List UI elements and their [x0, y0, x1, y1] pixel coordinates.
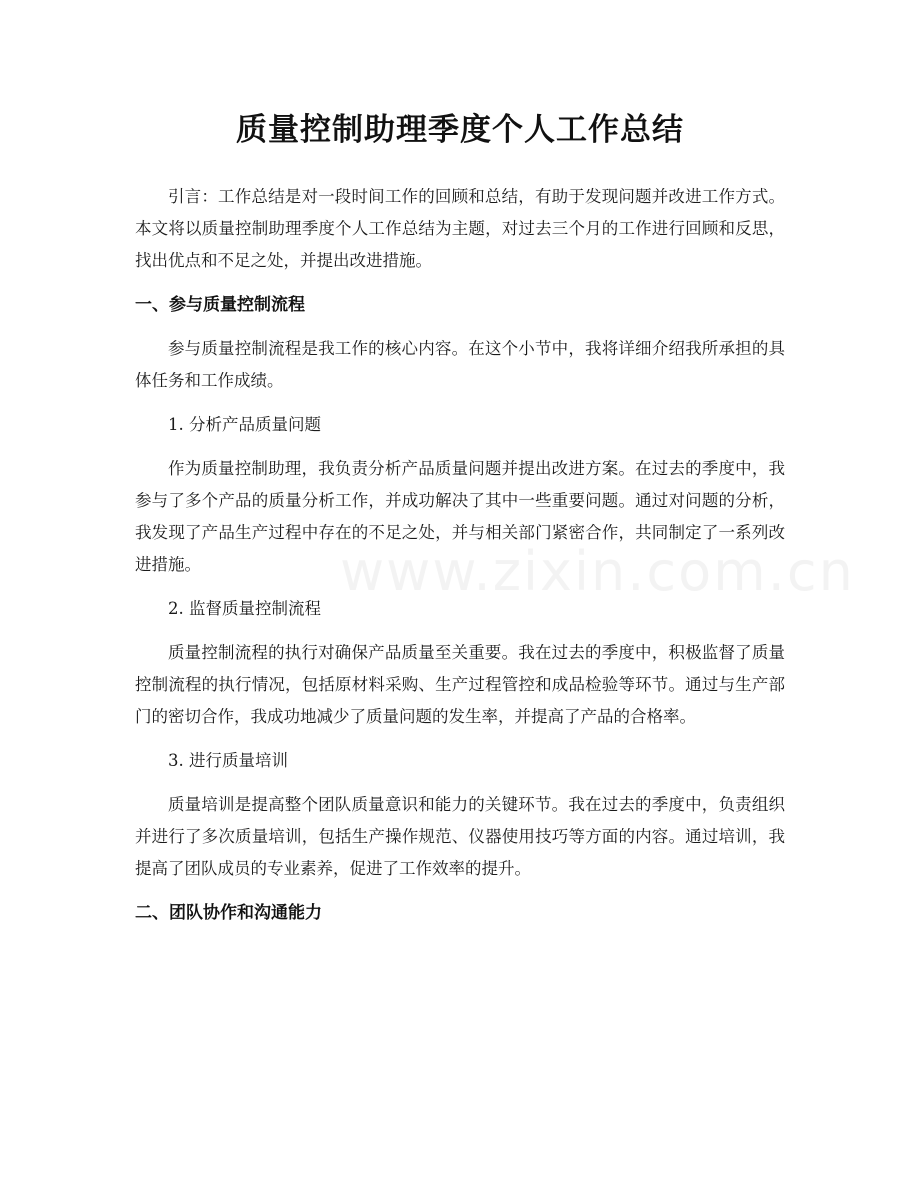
section-2-heading: 二、团队协作和沟通能力 — [135, 903, 322, 923]
subsection-1-heading: 1. 分析产品质量问题 — [168, 415, 321, 434]
subsection-1-text: 作为质量控制助理，我负责分析产品质量问题并提出改进方案。在过去的季度中，我参与了多个产品的质量分析工作，并成功解决了其中一些重要问题。通过对问题的分析，我发现了产品生产过程中存在的不足之处，并与相关部门紧密合作，共同制定了一系列改进措施。 — [135, 459, 785, 574]
subsection-2-heading: 2. 监督质量控制流程 — [168, 599, 321, 618]
document-body — [135, 181, 785, 941]
page-title: 质量控制助理季度个人工作总结 — [236, 112, 684, 148]
subsection-3-text: 质量培训是提高整个团队质量意识和能力的关键环节。我在过去的季度中，负责组织并进行了多次质量培训，包括生产操作规范、仪器使用技巧等方面的内容。通过培训，我提高了团队成员的专业素养，促进了工作效率的提升。 — [135, 795, 785, 878]
section-1-intro: 参与质量控制流程是我工作的核心内容。在这个小节中，我将详细介绍我所承担的具体任务和工作成绩。 — [135, 339, 785, 390]
intro-paragraph: 引言：工作总结是对一段时间工作的回顾和总结，有助于发现问题并改进工作方式。本文将以质量控制助理季度个人工作总结为主题，对过去三个月的工作进行回顾和反思，找出优点和不足之处，并提出改进措施。 — [135, 187, 785, 270]
section-1-heading: 一、参与质量控制流程 — [135, 295, 305, 315]
subsection-2-text: 质量控制流程的执行对确保产品质量至关重要。我在过去的季度中，积极监督了质量控制流程的执行情况，包括原材料采购、生产过程管控和成品检验等环节。通过与生产部门的密切合作，我成功地减少了质量问题的发生率，并提高了产品的合格率。 — [135, 643, 785, 726]
watermark-text: www.zixin.com.cn — [340, 540, 855, 603]
subsection-3-heading: 3. 进行质量培训 — [168, 751, 288, 770]
